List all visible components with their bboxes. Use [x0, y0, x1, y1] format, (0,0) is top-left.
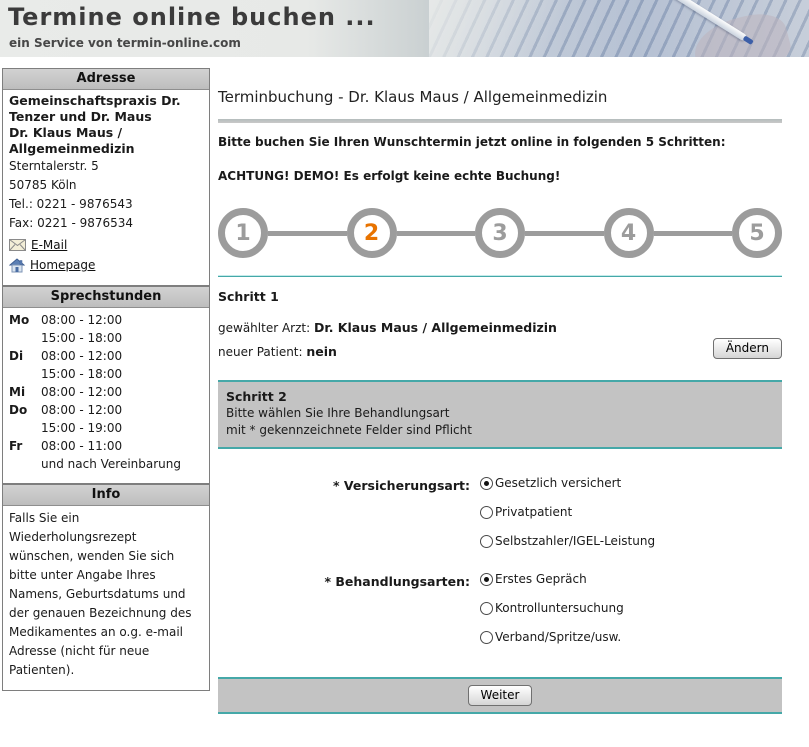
hours-row: Mi 08:00 - 12:00 [9, 385, 123, 399]
info-text: Falls Sie ein Wiederholungsrezept wünschen, wenden Sie sich bitte unter Angabe Ihres Namens, Geburtsdatums und der genauen Bezeichnung des Medikamentes an o.g. e-mail Adresse (nicht für neue Patienten). [9, 511, 192, 677]
radio-unselected-icon[interactable] [480, 602, 493, 615]
insurance-type-label: * Versicherungsart: [333, 478, 470, 493]
change-button[interactable]: Ändern [713, 338, 782, 359]
radio-unselected-icon[interactable] [480, 631, 493, 644]
selected-doctor-value: Dr. Klaus Maus / Allgemeinmedizin [313, 320, 557, 335]
address-city: 50785 Köln [9, 178, 77, 192]
address-fax: Fax: 0221 - 9876534 [9, 216, 134, 230]
radio-unselected-icon[interactable] [480, 506, 493, 519]
radio-selected-icon[interactable] [480, 477, 493, 490]
section-divider [218, 275, 782, 277]
treatment-type-group [480, 572, 624, 644]
hours-row: 15:00 - 18:00 [41, 367, 123, 381]
sidebar [2, 57, 210, 691]
radio-option-selbstzahler[interactable]: Selbstzahler/IGEL-Leistung [480, 534, 655, 548]
step-connector [397, 231, 476, 236]
new-patient-row [218, 338, 782, 359]
main-content [210, 57, 809, 714]
site-header [0, 0, 809, 57]
radio-option-gesetzlich[interactable]: Gesetzlich versichert [480, 476, 655, 490]
new-patient-value: nein [306, 344, 337, 359]
step-connector [525, 231, 604, 236]
hours-row: 15:00 - 19:00 [41, 421, 123, 435]
address-street: Sterntalerstr. 5 [9, 159, 99, 173]
hours-row: Di 08:00 - 12:00 [9, 349, 123, 363]
step-circle-3: 3 [475, 208, 525, 258]
info-box-title: Info [3, 485, 209, 506]
radio-selected-icon[interactable] [480, 573, 493, 586]
home-icon [9, 258, 25, 273]
practice-name: Gemeinschaftspraxis Dr. Tenzer und Dr. Maus [9, 93, 181, 124]
radio-option-kontrolluntersuchung[interactable]: Kontrolluntersuchung [480, 601, 624, 615]
radio-unselected-icon[interactable] [480, 535, 493, 548]
step2-required-note: mit * gekennzeichnete Felder sind Pflicht [226, 423, 472, 437]
office-hours-box [2, 286, 210, 484]
treatment-type-label: * Behandlungsarten: [324, 574, 470, 589]
step2-heading: Schritt 2 [226, 389, 287, 404]
demo-warning: ACHTUNG! DEMO! Es erfolgt keine echte Buchung! [218, 169, 561, 183]
treatment-type-row [218, 572, 782, 644]
title-divider [218, 119, 782, 123]
hours-row: 15:00 - 18:00 [41, 331, 123, 345]
submit-bar [218, 677, 782, 714]
info-box [2, 484, 210, 691]
address-box [2, 68, 210, 286]
header-photo [429, 0, 809, 57]
insurance-type-group [480, 476, 655, 548]
step1-heading: Schritt 1 [218, 289, 279, 304]
homepage-link[interactable]: Homepage [30, 258, 96, 272]
page-title: Terminbuchung - Dr. Klaus Maus / Allgemeinmedizin [218, 88, 608, 106]
step-connector [268, 231, 347, 236]
next-button[interactable]: Weiter [468, 685, 533, 706]
selected-doctor-row [218, 320, 782, 335]
email-link[interactable]: E-Mail [31, 238, 68, 252]
site-subtitle: ein Service von termin-online.com [9, 36, 241, 50]
hours-row: Do 08:00 - 12:00 [9, 403, 123, 417]
hours-row: Mo 08:00 - 12:00 [9, 313, 123, 327]
new-patient-label: neuer Patient: [218, 345, 307, 359]
address-box-title: Adresse [3, 69, 209, 90]
step-circle-2-active: 2 [347, 208, 397, 258]
progress-steps [218, 208, 782, 258]
step-circle-1: 1 [218, 208, 268, 258]
hours-row: und nach Vereinbarung [41, 457, 182, 471]
email-icon [9, 239, 26, 251]
step2-subtitle: Bitte wählen Sie Ihre Behandlungsart [226, 406, 450, 420]
step-circle-5: 5 [732, 208, 782, 258]
radio-option-privatpatient[interactable]: Privatpatient [480, 505, 655, 519]
hours-row: Fr 08:00 - 11:00 [9, 439, 123, 453]
step2-header-bar [218, 380, 782, 449]
step-connector [654, 231, 733, 236]
doctor-name: Dr. Klaus Maus / Allgemeinmedizin [9, 125, 135, 156]
step-circle-4: 4 [604, 208, 654, 258]
intro-text: Bitte buchen Sie Ihren Wunschtermin jetzt online in folgenden 5 Schritten: [218, 135, 726, 149]
radio-option-erstes-gespraech[interactable]: Erstes Gepräch [480, 572, 624, 586]
site-title: Termine online buchen ... [8, 3, 376, 31]
address-phone: Tel.: 0221 - 9876543 [9, 197, 133, 211]
insurance-type-row [218, 476, 782, 548]
office-hours-title: Sprechstunden [3, 287, 209, 308]
selected-doctor-label: gewählter Arzt: [218, 321, 314, 335]
radio-option-verband-spritze[interactable]: Verband/Spritze/usw. [480, 630, 624, 644]
